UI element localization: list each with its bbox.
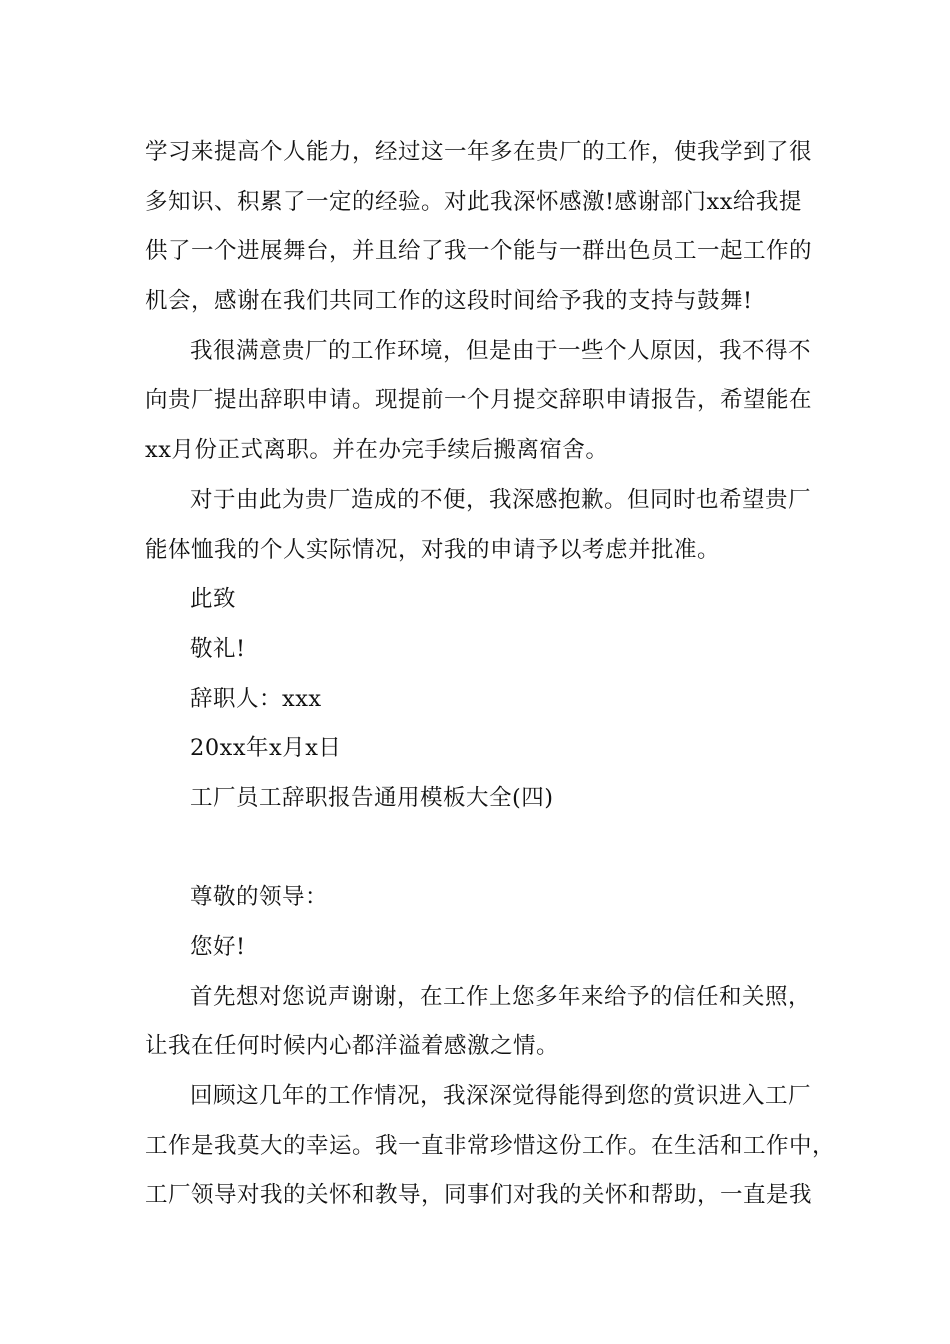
paragraph-line: 能体恤我的个人实际情况，对我的申请予以考虑并批准。 [145,536,721,563]
paragraph-line: 供了一个进展舞台，并且给了我一个能与一群出色员工一起工作的 [145,238,813,265]
blank-line [145,824,815,874]
signature-date: 20xx年x月x日 [190,735,342,762]
paragraph-line: 工作是我莫大的幸运。我一直非常珍惜这份工作。在生活和工作中， [145,1132,836,1159]
greeting-recipient: 尊敬的领导： [190,884,329,911]
paragraph-line: 回顾这几年的工作情况，我深深觉得能得到您的赏识进入工厂 [190,1083,812,1110]
paragraph-line: xx月份正式离职。并在办完手续后搬离宿舍。 [145,437,609,464]
closing-regards: 敬礼! [190,635,246,662]
paragraph-line: 多知识、积累了一定的经验。对此我深怀感激!感谢部门xx给我提 [145,188,802,215]
closing-salutation: 此致 [190,586,237,613]
paragraph-line: 工厂领导对我的关怀和教导，同事们对我的关怀和帮助，一直是我 [145,1182,813,1209]
paragraph-line: 对于由此为贵厂造成的不便，我深感抱歉。但同时也希望贵厂 [190,486,812,513]
paragraph-line: 我很满意贵厂的工作环境，但是由于一些个人原因，我不得不 [190,337,812,364]
document-page [145,128,836,1221]
paragraph-line: 首先想对您说声谢谢，在工作上您多年来给予的信任和关照， [190,983,812,1010]
paragraph-line: 机会，感谢在我们共同工作的这段时间给予我的支持与鼓舞! [145,288,753,315]
paragraph-line: 向贵厂提出辞职申请。现提前一个月提交辞职申请报告，希望能在 [145,387,813,414]
signature-name: 辞职人：xxx [190,685,322,712]
greeting: 您好! [190,934,246,960]
paragraph-line: 让我在任何时候内心都洋溢着感激之情。 [145,1033,560,1060]
paragraph-line: 学习来提高个人能力，经过这一年多在贵厂的工作，使我学到了很 [145,139,813,165]
section-title: 工厂员工辞职报告通用模板大全(四) [190,784,554,811]
